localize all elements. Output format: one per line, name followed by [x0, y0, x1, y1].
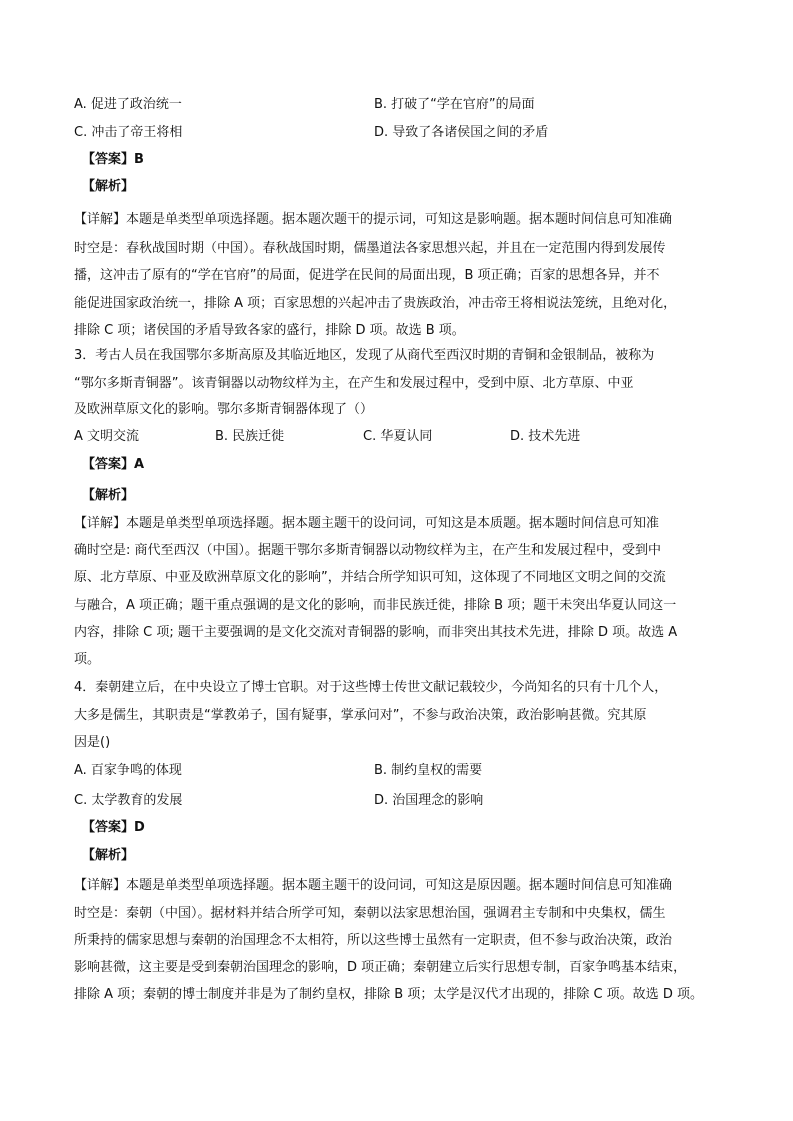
q3-option-d: D. 技术先进	[510, 429, 581, 444]
q3-detail-line: 原、北方草原、中亚及欧洲草原文化的影响”，并结合所学知识可知，这体现了不同地区文明之间的交流	[74, 570, 666, 585]
q4-stem-line: 因是()	[74, 735, 111, 750]
q3-detail-line: 内容，排除 C 项; 题干主要强调的是文化交流对青铜器的影响，而非突出其技术先进，排除 D 项。故选 A	[74, 625, 678, 640]
q3-detail-line: 项。	[74, 652, 101, 667]
q2-option-c: C. 冲击了帝王将相	[74, 125, 183, 140]
q3-option-a: A 文明交流	[74, 429, 140, 444]
q4-stem-line: 4．秦朝建立后，在中央设立了博士官职。对于这些博士传世文献记载较少，今尚知名的只有十几个人，	[74, 680, 668, 695]
q2-answer: 【答案】B	[82, 152, 144, 167]
q4-answer: 【答案】D	[82, 820, 145, 835]
q4-analysis-label: 【解析】	[82, 848, 135, 863]
q2-option-a: A. 促进了政治统一	[74, 97, 182, 112]
q4-option-c: C. 太学教育的发展	[74, 793, 183, 808]
q3-detail-line: 【详解】本题是单类型单项选择题。据本题主题干的设问词，可知这是本质题。据本题时间信息可知准	[74, 516, 660, 531]
q2-detail-line: 能促进国家政治统一，排除 A 项；百家思想的兴起冲击了贵族政治，冲击帝王将相说法笼统，且绝对化，	[74, 296, 677, 311]
q2-detail-line: 排除 C 项；诸侯国的矛盾导致各家的盛行，排除 D 项。故选 B 项。	[74, 323, 465, 338]
q2-detail-line: 播，这冲击了原有的“学在官府”的局面，促进学在民间的局面出现，B 项正确；百家的思想各异，并不	[74, 268, 660, 283]
q4-option-d: D. 治国理念的影响	[374, 793, 484, 808]
q2-analysis-label: 【解析】	[82, 179, 135, 194]
q2-option-d: D. 导致了各诸侯国之间的矛盾	[374, 125, 549, 140]
q4-detail-line: 排除 A 项；秦朝的博士制度并非是为了制约皇权，排除 B 项；太学是汉代才出现的，排除 C 项。故选 D 项。	[74, 987, 703, 1002]
q4-detail-line: 【详解】本题是单类型单项选择题。据本题主题干的设问词，可知这是原因题。据本题时间信息可知准确	[74, 878, 673, 893]
q3-stem-line: “鄂尔多斯青铜器”。该青铜器以动物纹样为主，在产生和发展过程中，受到中原、北方草原、中亚	[74, 376, 634, 391]
q2-option-b: B. 打破了“学在官府”的局面	[374, 97, 535, 112]
q3-detail-line: 确时空是: 商代至西汉（中国）。据题干鄂尔多斯青铜器以动物纹样为主，在产生和发展过程中，受到中	[74, 543, 662, 558]
q2-detail-line: 【详解】本题是单类型单项选择题。据本题次题干的提示词，可知这是影响题。据本题时间信息可知准确	[74, 212, 673, 227]
q3-stem-line: 及欧洲草原文化的影响。鄂尔多斯青铜器体现了（）	[74, 402, 374, 417]
q3-stem-line: 3．考古人员在我国鄂尔多斯高原及其临近地区，发现了从商代至西汉时期的青铜和金银制品，被称为	[74, 348, 655, 363]
q3-option-b: B. 民族迁徙	[215, 429, 285, 444]
q3-answer: 【答案】A	[82, 457, 145, 472]
q2-detail-line: 时空是：春秋战国时期（中国）。春秋战国时期，儒墨道法各家思想兴起，并且在一定范围内得到发展传	[74, 241, 666, 256]
q3-analysis-label: 【解析】	[82, 488, 135, 503]
q3-detail-line: 与融合，A 项正确；题干重点强调的是文化的影响，而非民族迁徙，排除 B 项；题干未突出华夏认同这一	[74, 598, 677, 613]
q4-detail-line: 所秉持的儒家思想与秦朝的治国理念不太相符，所以这些博士虽然有一定职责，但不参与政治决策，政治	[74, 933, 673, 948]
q4-stem-line: 大多是儒生，其职责是“掌教弟子，国有疑事，掌承问对”，不参与政治决策，政治影响甚微。究其原	[74, 708, 647, 723]
q4-option-a: A. 百家争鸣的体现	[74, 763, 182, 778]
q3-option-c: C. 华夏认同	[363, 429, 433, 444]
q4-detail-line: 时空是：秦朝（中国）。据材料并结合所学可知，秦朝以法家思想治国，强调君主专制和中央集权，儒生	[74, 906, 666, 921]
q4-detail-line: 影响甚微，这主要是受到秦朝治国理念的影响，D 项正确；秦朝建立后实行思想专制，百家争鸣基本结束，	[74, 960, 687, 975]
q4-option-b: B. 制约皇权的需要	[374, 763, 483, 778]
